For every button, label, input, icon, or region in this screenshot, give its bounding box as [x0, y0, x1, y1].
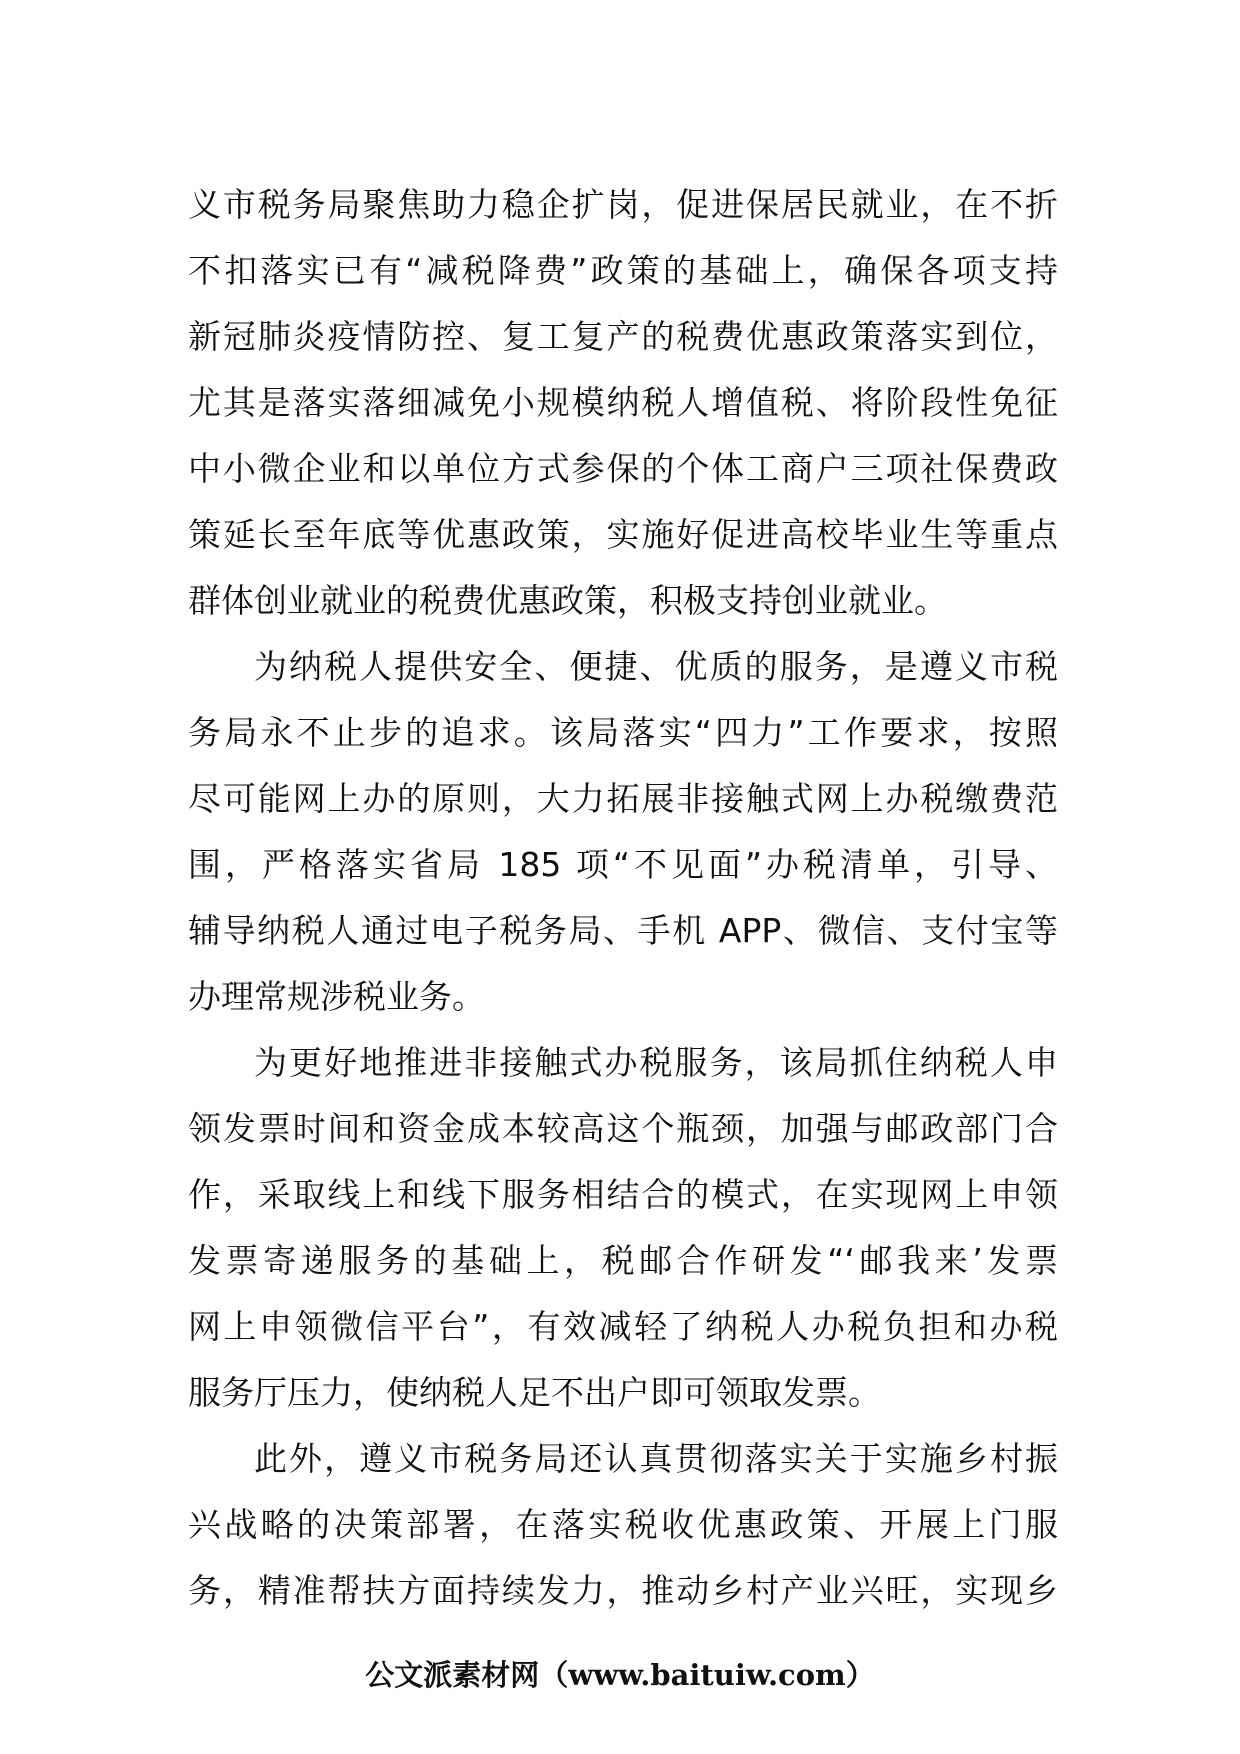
paragraph — [188, 1030, 1058, 1426]
paragraph — [188, 634, 1058, 1030]
text-line: 群体创业就业的税费优惠政策，积极支持创业就业。 — [188, 581, 947, 620]
text-line: 网上申领微信平台”，有效减轻了纳税人办税负担和办税 — [188, 1307, 1058, 1346]
page-footer-watermark: 公文派素材网（www.baituiw.com） — [365, 1658, 875, 1692]
text-line: 此外，遵义市税务局还认真贯彻落实关于实施乡村振 — [254, 1439, 1058, 1478]
text-line: 围，严格落实省局 185 项“不见面”办税清单，引导、 — [188, 845, 1058, 884]
paragraph — [188, 172, 1058, 634]
text-line: 务局永不止步的追求。该局落实“四力”工作要求，按照 — [188, 713, 1058, 752]
text-line: 领发票时间和资金成本较高这个瓶颈，加强与邮政部门合 — [188, 1109, 1058, 1148]
text-line: 新冠肺炎疫情防控、复工复产的税费优惠政策落实到位， — [188, 317, 1058, 356]
paragraph — [188, 1426, 1058, 1624]
text-line: 辅导纳税人通过电子税务局、手机 APP、微信、支付宝等 — [188, 911, 1058, 950]
text-line: 尽可能网上办的原则，大力拓展非接触式网上办税缴费范 — [188, 779, 1058, 818]
text-line: 义市税务局聚焦助力稳企扩岗，促进保居民就业，在不折 — [188, 185, 1058, 224]
text-line: 发票寄递服务的基础上，税邮合作研发“‘邮我来’发票 — [188, 1241, 1058, 1280]
text-line: 策延长至年底等优惠政策，实施好促进高校毕业生等重点 — [188, 515, 1058, 554]
text-line: 中小微企业和以单位方式参保的个体工商户三项社保费政 — [188, 449, 1058, 488]
text-line: 为更好地推进非接触式办税服务，该局抓住纳税人申 — [254, 1043, 1058, 1082]
text-line: 服务厅压力，使纳税人足不出户即可领取发票。 — [188, 1373, 881, 1412]
text-line: 务，精准帮扶方面持续发力，推动乡村产业兴旺，实现乡 — [188, 1571, 1058, 1610]
text-line: 办理常规涉税业务。 — [188, 977, 485, 1016]
text-line: 作，采取线上和线下服务相结合的模式，在实现网上申领 — [188, 1175, 1058, 1214]
document-body — [188, 172, 1058, 1624]
text-line: 尤其是落实落细减免小规模纳税人增值税、将阶段性免征 — [188, 383, 1058, 422]
text-line: 不扣落实已有“减税降费”政策的基础上，确保各项支持 — [188, 251, 1058, 290]
text-line: 为纳税人提供安全、便捷、优质的服务，是遵义市税 — [254, 647, 1058, 686]
text-line: 兴战略的决策部署，在落实税收优惠政策、开展上门服 — [188, 1505, 1058, 1544]
